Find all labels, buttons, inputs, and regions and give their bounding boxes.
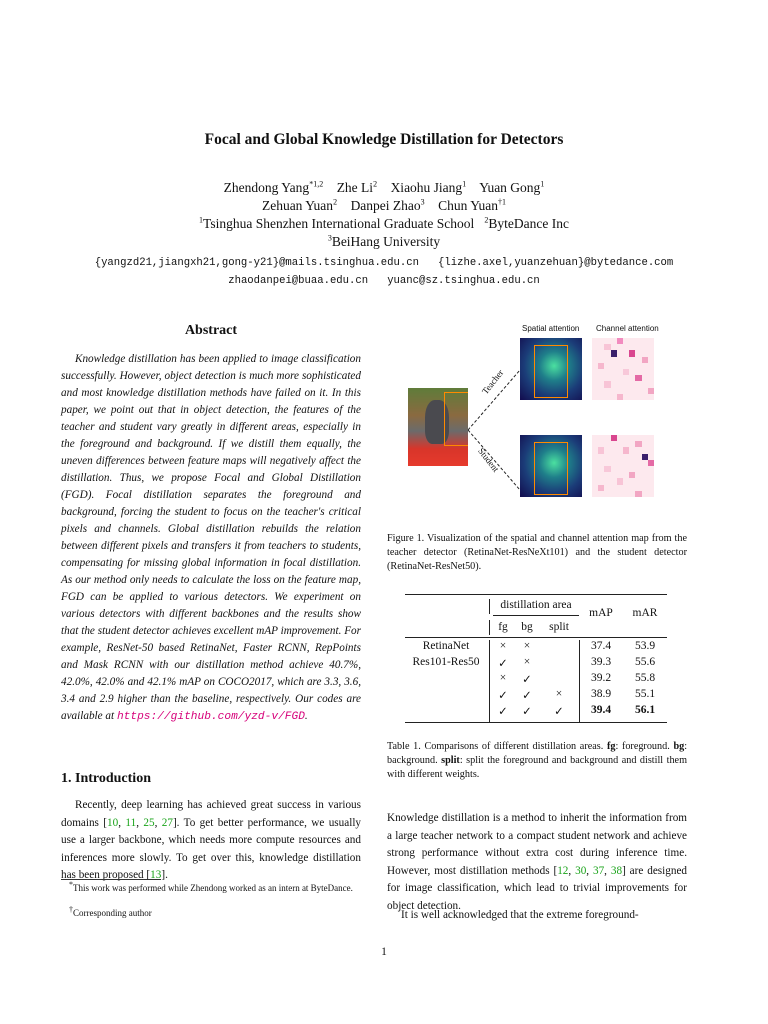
- table-bottom-rule: [405, 722, 667, 723]
- cell-fg: ✓: [498, 690, 508, 702]
- citation-link[interactable]: 38: [610, 864, 623, 877]
- caption-term: fg: [606, 741, 616, 752]
- intro-text: Recently, deep learning has achieved great success in various domains [: [61, 799, 361, 829]
- figure-1: [400, 322, 675, 497]
- header-map: mAP: [589, 607, 613, 619]
- label-teacher: Teacher: [480, 367, 506, 397]
- email-line-2: [0, 275, 768, 287]
- teacher-spatial-attention-map: [520, 338, 582, 400]
- author-sup: 3: [420, 197, 425, 207]
- table-group-rule: [493, 615, 579, 616]
- author-sup: 1: [540, 179, 545, 189]
- abstract-heading: Abstract: [184, 323, 238, 338]
- input-image-thumbnail: [408, 388, 468, 466]
- cell-mar: 55.1: [634, 688, 656, 700]
- cell-split: ×: [555, 688, 563, 700]
- caption-text: Table 1. Comparisons of different distillation areas.: [387, 741, 604, 752]
- footnote: [61, 880, 361, 894]
- caption-term: split: [441, 755, 460, 766]
- cell-mar: 55.8: [634, 672, 656, 684]
- abstract-end: .: [304, 710, 308, 722]
- student-channel-attention-map: [592, 435, 654, 497]
- affiliation: BeiHang University: [331, 234, 441, 249]
- header-distillation-area: distillation area: [500, 599, 572, 611]
- intro-body: Recently, deep learning has achieved great success in various domains [10, 11, 25, 27]. To get better performance, we usually use a larger backbone, which needs more compute resources and inferences more slowly. To get over this, knowledge distillation has been proposed [13].: [61, 799, 362, 881]
- row-label-model: RetinaNet: [422, 640, 470, 652]
- author-sup: †1: [498, 197, 507, 207]
- student-spatial-attention-map: [520, 435, 582, 497]
- citation-link[interactable]: 25: [143, 816, 155, 829]
- email: yuanc@sz.tsinghua.edu.cn: [387, 275, 540, 287]
- body-paragraph: It is well acknowledged that the extreme foreground-: [401, 909, 639, 921]
- footnote-mark: *: [69, 880, 73, 889]
- intro-text: ]. To get better performance, we usually use a larger backbone, which needs more compute resources and inferences more slowly. To get over this, knowledge distillation has been proposed [: [61, 816, 362, 881]
- author: Zhe Li: [336, 180, 374, 195]
- author: Zhendong Yang: [223, 180, 310, 195]
- cell-map: 39.3: [590, 656, 612, 668]
- cell-mar-best: 56.1: [634, 704, 656, 716]
- citation-link[interactable]: 37: [592, 864, 605, 877]
- affiliation: Tsinghua Shenzhen International Graduate School: [203, 216, 475, 231]
- email-line-1: [0, 257, 768, 269]
- citation-link[interactable]: 10: [107, 816, 119, 829]
- author: Danpei Zhao: [350, 198, 421, 213]
- citation-link[interactable]: 13: [150, 869, 162, 881]
- caption-text: : background.: [387, 741, 688, 766]
- author-sup: 2: [373, 179, 378, 189]
- citation-link[interactable]: 11: [125, 816, 137, 829]
- author: Chun Yuan: [438, 198, 499, 213]
- caption-term: bg: [673, 741, 685, 752]
- footnote-text: Corresponding author: [73, 908, 152, 918]
- table-vrule: [489, 640, 490, 722]
- body-paragraph: Knowledge distillation is a method to inherit the information from a large teacher network to a compact student network and achieve strong performance without extra cost during inference time. However, most distillation methods [12, 30, 37, 38] are designed for image classification, which lead to trivial improvements for object detection.: [387, 812, 688, 912]
- affiliation-line-1: [0, 216, 768, 232]
- cell-bg: ✓: [522, 706, 532, 718]
- author-sup: *1,2: [309, 179, 324, 189]
- cell-split: ✓: [554, 706, 564, 718]
- email: {yangzd21,jiangxh21,gong-y21}@mails.tsinghua.edu.cn: [94, 257, 419, 269]
- cell-fg: ×: [499, 672, 507, 684]
- object-box: [534, 442, 568, 495]
- abstract-text: Knowledge distillation has been applied to image classification successfully. However, object detection is much more sophisticated and most knowledge distillation methods have failed on it. In this paper, we point out that in object detection, the features of the teacher and student vary greatly in different areas, especially in the foreground and background. If we distill them equally, the uneven differences between feature maps will negatively affect the distillation. Thus, we propose Focal and Global Distillation (FGD). Focal distillation separates the foreground and background, forcing the student to focus on the teacher's critical pixels and channels. Global distillation rebuilds the relation between different pixels and transfers it from teachers to students, compensating for missing global information in focal distillation. As our method only needs to calculate the loss on the feature map, FGD can be applied to various detectors. We experiment on various detectors with different backbones and the results show that the student detector achieves excellent mAP improvement. For example, ResNet-50 based RetinaNet, Faster RCNN, RepPoints and Mask RCNN with our distillation method achieve 40.7%, 42.0%, 42.0% and 42.1% mAP on COCO2017, which are 3.3, 3.6, 3.4 and 2.9 higher than the baseline, respectively. Our codes are available at: [61, 353, 361, 722]
- teacher-channel-attention-map: [592, 338, 654, 400]
- author-line-2: [0, 198, 768, 214]
- author: Zehuan Yuan: [261, 198, 334, 213]
- figure-caption: Figure 1. Visualization of the spatial and channel attention map from the teacher detector (RetinaNet-ResNeXt101) and the student detector (RetinaNet-ResNet50).: [387, 533, 687, 572]
- cell-bg: ×: [523, 640, 531, 652]
- author-sup: 1: [462, 179, 467, 189]
- cell-mar: 55.6: [634, 656, 656, 668]
- header-mar: mAR: [632, 607, 658, 619]
- cell-fg: ✓: [498, 658, 508, 670]
- footnote-divider: [61, 879, 161, 880]
- footnote: [61, 905, 361, 919]
- cell-mar: 53.9: [634, 640, 656, 652]
- intro-heading: 1. Introduction: [61, 771, 151, 786]
- label-student: Student: [476, 446, 501, 474]
- cell-map: 38.9: [590, 688, 612, 700]
- intro-text: ].: [161, 869, 168, 881]
- table-mid-rule: [405, 637, 667, 638]
- affiliation: ByteDance Inc: [488, 216, 569, 231]
- crop-box: [444, 392, 468, 446]
- footnote-text: This work was performed while Zhendong worked as an intern at ByteDance.: [73, 883, 353, 893]
- cell-map: 37.4: [590, 640, 612, 652]
- table-vrule: [489, 620, 490, 635]
- cell-fg: ×: [499, 640, 507, 652]
- caption-text: : split the foreground and background and distill them with different weights.: [387, 755, 687, 780]
- header-split: split: [549, 621, 569, 633]
- affiliation-line-2: [0, 234, 768, 250]
- citation-link[interactable]: 30: [575, 864, 587, 877]
- caption-text: : foreground.: [615, 741, 670, 752]
- cell-map: 39.2: [590, 672, 612, 684]
- table-vrule: [489, 599, 490, 614]
- body-text: ] are designed for image classification, which lead to trivial improvements for object detection.: [387, 864, 688, 912]
- body-text: Knowledge distillation is a method to inherit the information from a large teacher network to a compact student network and achieve strong performance without extra cost during inference time. However, most distillation methods [: [387, 812, 687, 877]
- paper-title: Focal and Global Knowledge Distillation for Detectors: [204, 131, 564, 148]
- affil-sup: 1: [199, 215, 204, 225]
- code-link[interactable]: https://github.com/yzd-v/FGD: [116, 711, 305, 723]
- affil-sup: 3: [327, 233, 332, 243]
- page-number: 1: [381, 946, 387, 958]
- label-channel-attention: Channel attention: [596, 324, 659, 333]
- label-spatial-attention: Spatial attention: [522, 324, 580, 333]
- author-sup: 2: [333, 197, 338, 207]
- table-top-rule: [405, 594, 667, 595]
- cell-bg: ✓: [522, 690, 532, 702]
- email: {lizhe.axel,yuanzehuan}@bytedance.com: [438, 257, 674, 269]
- email: zhaodanpei@buaa.edu.cn: [228, 275, 369, 287]
- table-1: [405, 594, 667, 724]
- author: Xiaohu Jiang: [390, 180, 463, 195]
- table-caption: [387, 740, 687, 782]
- author: Yuan Gong: [479, 180, 541, 195]
- cell-fg: ✓: [498, 706, 508, 718]
- cell-bg: ✓: [522, 674, 532, 686]
- citation-link[interactable]: 27: [161, 816, 173, 829]
- header-fg: fg: [498, 621, 508, 633]
- abstract-body: [61, 351, 361, 726]
- cell-map-best: 39.4: [590, 704, 612, 716]
- header-bg: bg: [521, 621, 533, 633]
- affil-sup: 2: [484, 215, 489, 225]
- row-label-backbones: Res101-Res50: [412, 656, 480, 668]
- footnote-mark: †: [69, 905, 73, 914]
- cell-bg: ×: [523, 656, 531, 668]
- author-line-1: [0, 180, 768, 196]
- citation-link[interactable]: 12: [557, 864, 569, 877]
- object-box: [534, 345, 568, 398]
